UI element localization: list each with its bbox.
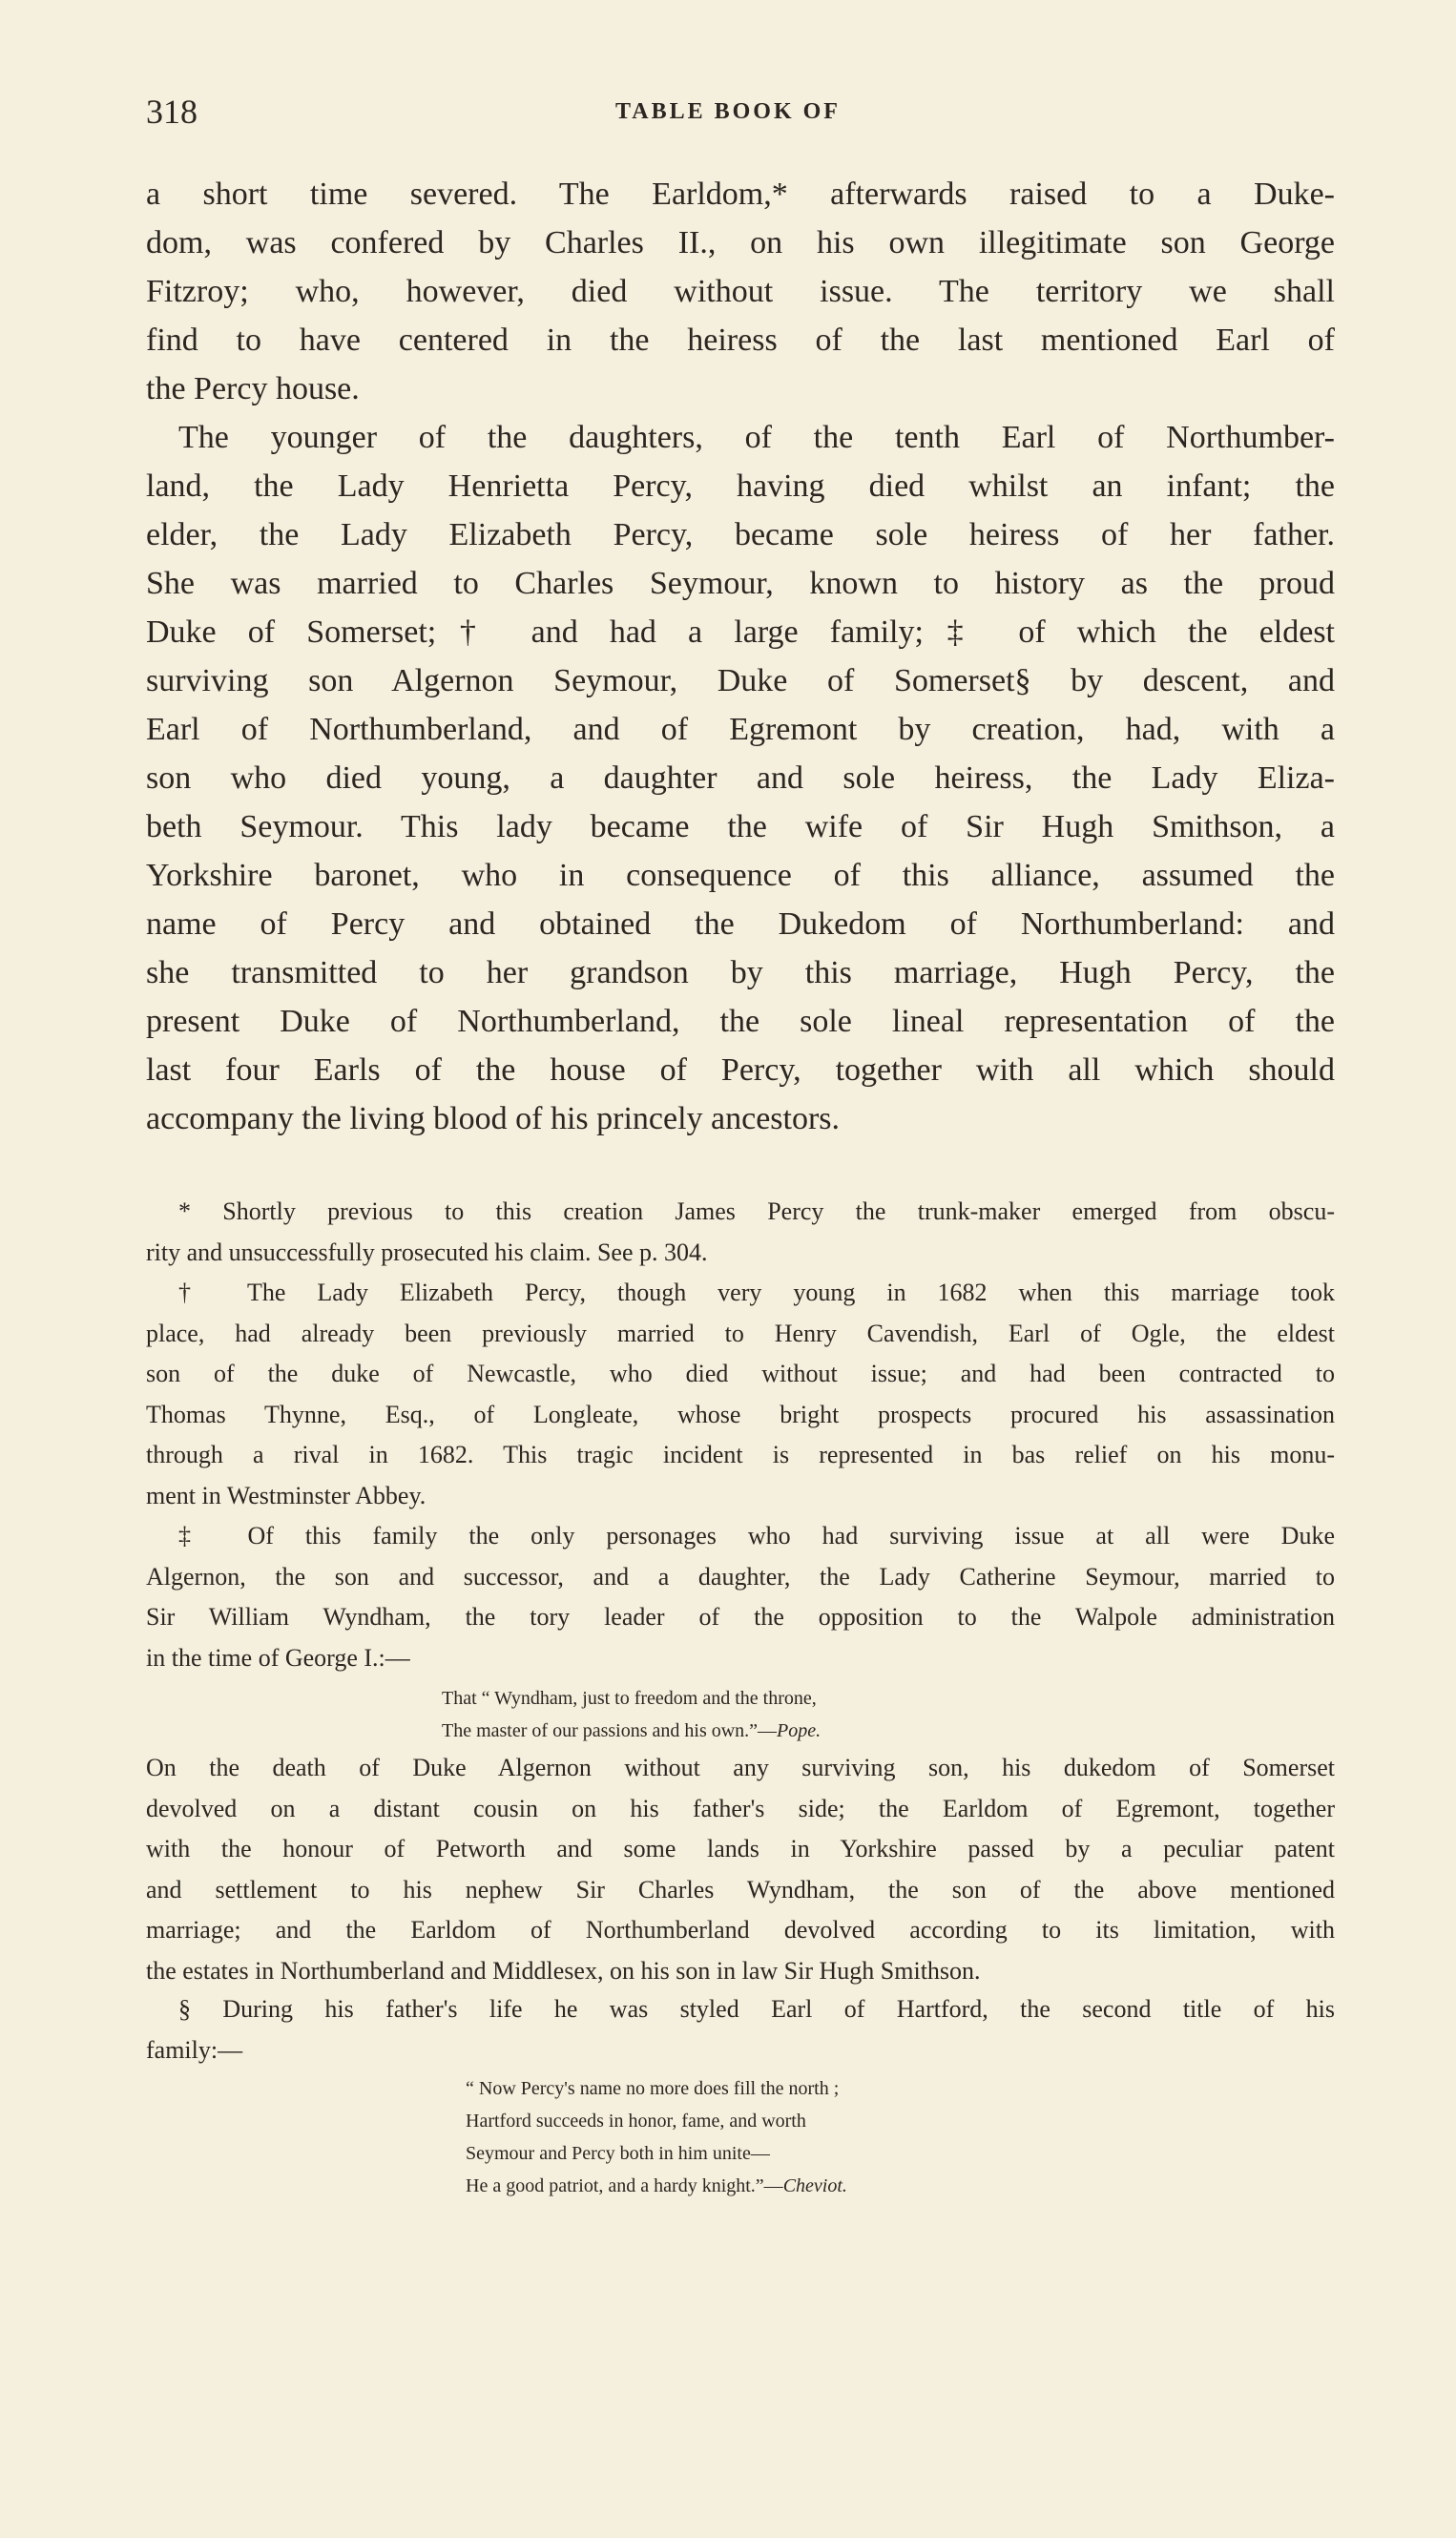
footnote-line: family:— <box>146 2035 243 2064</box>
footnote-line: in the time of George I.:— <box>146 1643 410 1672</box>
main-text <box>146 170 1335 1143</box>
footnote-dagger <box>146 1273 1335 1516</box>
footnote-double-dagger <box>146 1516 1335 1678</box>
pope-quotation <box>442 1682 821 1747</box>
attribution: Cheviot. <box>782 2175 847 2196</box>
text-line: Yorkshire baronet, who in consequence of this alliance, assumed the <box>146 858 1335 893</box>
text-line: elder, the Lady Elizabeth Percy, became sole heiress of her father. <box>146 517 1335 552</box>
text-line: accompany the living blood of his princely ancestors. <box>146 1101 841 1136</box>
footnote-line: through a rival in 1682. This tragic incident is represented in bas relief on his monu- <box>146 1441 1335 1468</box>
footnote-line: son of the duke of Newcastle, who died without issue; and had been contracted to <box>146 1360 1335 1387</box>
verse-line <box>466 2170 847 2202</box>
verse-line: Seymour and Percy both in him unite— <box>466 2143 770 2164</box>
paragraph-1 <box>146 170 1335 413</box>
text-line: She was married to Charles Seymour, known to history as the proud <box>146 566 1335 601</box>
text-line: Duke of Somerset;† and had a large family;‡ of which the eldest <box>146 614 1335 650</box>
text-line: find to have centered in the heiress of the last mentioned Earl of <box>146 322 1335 358</box>
verse-line: That “ Wyndham, just to freedom and the throne, <box>442 1688 817 1709</box>
footnote-line: marriage; and the Earldom of Northumberland devolved according to its limitation, with <box>146 1916 1335 1944</box>
text-line: land, the Lady Henrietta Percy, having died whilst an infant; the <box>146 468 1335 504</box>
cheviot-quotation <box>466 2072 847 2202</box>
verse-line: Hartford succeeds in honor, fame, and worth <box>466 2111 806 2132</box>
footnote-line: * Shortly previous to this creation James Percy the trunk-maker emerged from obscu- <box>178 1197 1335 1225</box>
footnote-line: § During his father's life he was styled Earl of Hartford, the second title of his <box>178 1995 1335 2023</box>
verse-text: He a good patriot, and a hardy knight.”— <box>466 2175 783 2196</box>
footnote-line: Thomas Thynne, Esq., of Longleate, whose bright prospects procured his assassination <box>146 1400 1335 1428</box>
footnote-line: Sir William Wyndham, the tory leader of the opposition to the Walpole administration <box>146 1603 1335 1631</box>
text-line: present Duke of Northumberland, the sole lineal representation of the <box>146 1004 1335 1039</box>
verse-line <box>442 1715 821 1747</box>
text-line: beth Seymour. This lady became the wife of Sir Hugh Smithson, a <box>146 809 1335 844</box>
footnote-line: rity and unsuccessfully prosecuted his claim. See p. 304. <box>146 1238 708 1266</box>
text-line: dom, was confered by Charles II., on his own illegitimate son George <box>146 225 1335 260</box>
text-line: the Percy house. <box>146 371 360 406</box>
text-line: surviving son Algernon Seymour, Duke of Somerset§ by descent, and <box>146 663 1335 698</box>
footnotes <box>146 1192 1335 1678</box>
footnote-line: with the honour of Petworth and some lands in Yorkshire passed by a peculiar patent <box>146 1835 1335 1862</box>
text-line: Fitzroy; who, however, died without issue. The territory we shall <box>146 274 1335 309</box>
footnote-line: and settlement to his nephew Sir Charles Wyndham, the son of the above mentioned <box>146 1875 1335 1904</box>
page-number: 318 <box>146 93 198 131</box>
paragraph-2 <box>146 413 1335 1143</box>
footnote-line: place, had already been previously married to Henry Cavendish, Earl of Ogle, the eldest <box>146 1319 1335 1347</box>
verse-line: “ Now Percy's name no more does fill the north ; <box>466 2078 840 2099</box>
footnote-star <box>146 1192 1335 1273</box>
attribution: Pope. <box>777 1720 822 1741</box>
footnote-continuation <box>146 1748 1335 1991</box>
running-title: TABLE BOOK OF <box>615 99 841 124</box>
footnote-section <box>146 1989 1335 2070</box>
text-line: Earl of Northumberland, and of Egremont by creation, had, with a <box>146 712 1335 747</box>
footnote-line: † The Lady Elizabeth Percy, though very young in 1682 when this marriage took <box>178 1279 1335 1306</box>
footnote-line: On the death of Duke Algernon without any surviving son, his dukedom of Somerset <box>146 1754 1335 1781</box>
text-line: name of Percy and obtained the Dukedom of Northumberland: and <box>146 906 1335 942</box>
footnote-line: the estates in Northumberland and Middlesex, on his son in law Sir Hugh Smithson. <box>146 1956 981 1985</box>
verse-text: The master of our passions and his own.”— <box>442 1720 778 1741</box>
text-line: son who died young, a daughter and sole heiress, the Lady Eliza- <box>146 760 1335 796</box>
footnote-line: devolved on a distant cousin on his father's side; the Earldom of Egremont, together <box>146 1794 1335 1822</box>
footnote-line: ment in Westminster Abbey. <box>146 1481 426 1509</box>
text-line: she transmitted to her grandson by this marriage, Hugh Percy, the <box>146 955 1335 990</box>
footnote-line: Algernon, the son and successor, and a daughter, the Lady Catherine Seymour, married to <box>146 1562 1335 1591</box>
footnote-line: ‡ Of this family the only personages who had surviving issue at all were Duke <box>178 1522 1335 1550</box>
text-line: a short time severed. The Earldom,* afterwards raised to a Duke- <box>146 177 1335 212</box>
text-line: last four Earls of the house of Percy, together with all which should <box>146 1052 1335 1088</box>
text-line: The younger of the daughters, of the tenth Earl of Northumber- <box>178 420 1335 455</box>
